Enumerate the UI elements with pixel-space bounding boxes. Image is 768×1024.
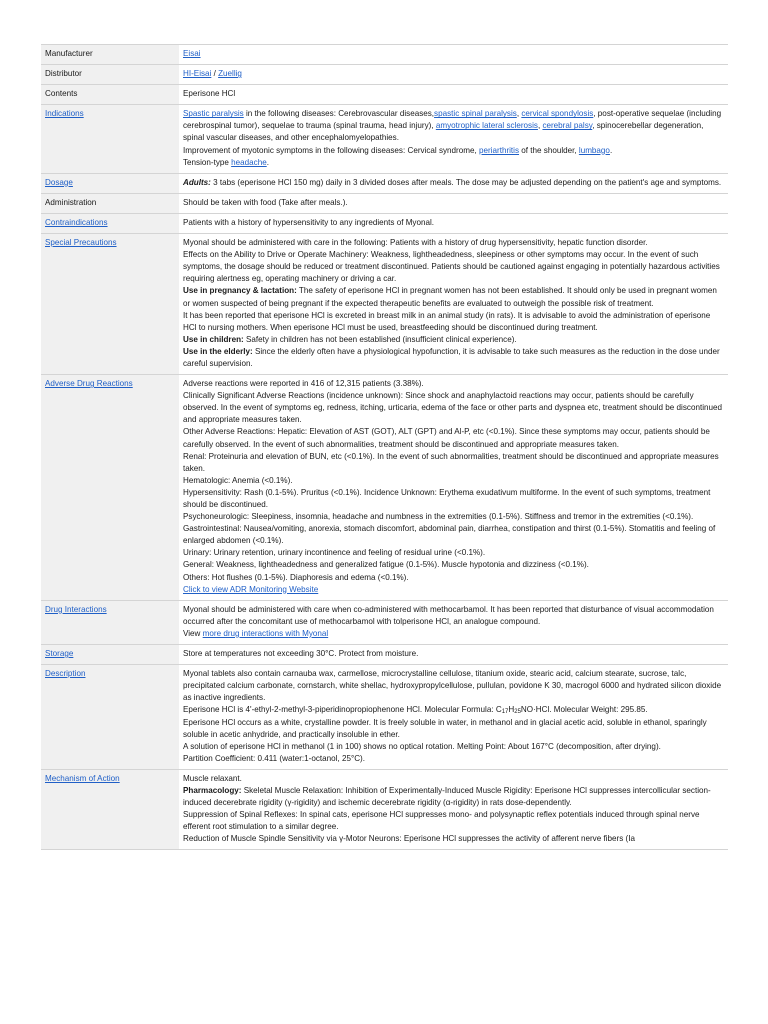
interactions-view-line: [183, 628, 724, 640]
row-value-dosage: [179, 173, 728, 193]
table-row: [41, 193, 728, 213]
table-row: [41, 85, 728, 105]
table-row: [41, 173, 728, 193]
indications-paragraph-1: [183, 108, 724, 144]
dosage-adults-label: Adults:: [183, 177, 211, 187]
dosage-link[interactable]: Dosage: [45, 177, 73, 187]
storage-link[interactable]: Storage: [45, 649, 74, 659]
row-label-mechanism: [41, 769, 179, 850]
formula-text: H: [508, 705, 515, 715]
description-link[interactable]: Description: [45, 669, 86, 679]
indication-text: Improvement of myotonic symptoms in the following diseases: Cervical syndrome,: [183, 145, 479, 155]
interactions-text: Myonal should be administered with care when co-administered with methocarbamol. It has been reported that disturbance of visual accommodation occurred after the concomitant use of methocarbamol with tolperisone HCl, an analogue compound.: [183, 604, 714, 626]
row-value-manufacturer: [179, 45, 728, 65]
view-prefix: View: [183, 628, 203, 638]
table-row: [41, 375, 728, 601]
pregnancy-heading: Use in pregnancy & lactation:: [183, 286, 297, 296]
indication-text: of the shoulder,: [519, 145, 579, 155]
mechanism-paragraph: Suppression of Spinal Reflexes: In spinal cats, eperisone HCl suppresses mono- and polysynaptic reflex potentials induced through spinal nerve efferent root stimulation to a similar degree.: [183, 810, 700, 832]
row-label-administration: Administration: [41, 193, 179, 213]
description-paragraph: Partition Coefficient: 0.411 (water:1-octanol, 25°C).: [183, 753, 365, 763]
row-value-description: [179, 665, 728, 770]
row-value-indications: [179, 105, 728, 173]
table-row: [41, 600, 728, 644]
precautions-paragraph: It has been reported that eperisone HCl is excreted in breast milk in an animal study (in rats). It is advisable to avoid the administration of eperisone HCl to nursing mothers. When eperisone HCl must be used, breastfeeding should be discontinued during treatment.: [183, 310, 711, 332]
drug-interactions-link[interactable]: Drug Interactions: [45, 604, 107, 614]
adverse-line: General: Weakness, lightheadedness and generalized fatigue (0.1-5%). Muscle hypotonia and dizziness (<0.1%).: [183, 560, 589, 570]
precautions-paragraph: [183, 334, 724, 346]
indication-link-spastic-spinal-paralysis[interactable]: spastic spinal paralysis: [434, 109, 517, 119]
adverse-line: Others: Hot flushes (0.1-5%). Diaphoresis and edema (<0.1%).: [183, 572, 409, 582]
row-label-manufacturer: Manufacturer: [41, 45, 179, 65]
row-label-contents: Contents: [41, 85, 179, 105]
indication-text: , spinocerebellar degeneration, spinal vascular diseases, and other encephalomyelopathies.: [183, 121, 704, 143]
row-label-drug-interactions: [41, 600, 179, 644]
row-label-storage: [41, 645, 179, 665]
indication-text: .: [266, 157, 269, 167]
description-paragraph: A solution of eperisone HCl in methanol (1 in 100) shows no optical rotation. Melting Point: About 167°C (decomposition, after drying).: [183, 741, 661, 751]
indication-link-periarthritis[interactable]: periarthritis: [479, 145, 520, 155]
indication-text: in the following diseases: Cerebrovascular diseases,: [243, 109, 435, 119]
precautions-paragraph: [183, 285, 724, 309]
row-label-distributor: Distributor: [41, 65, 179, 85]
adverse-line: Clinically Significant Adverse Reactions (incidence unknown): Since shock and anaphylactoid reactions may occur, patients should be carefully observed. In the event of symptoms eg, redness, itching, urticaria, edema of the face or other parts and dyspnea etc, treatment should be discontinued and appropriate measures taken.: [183, 391, 722, 425]
row-label-adverse-reactions: [41, 375, 179, 601]
adr-monitoring-link[interactable]: Click to view ADR Monitoring Website: [183, 584, 319, 594]
table-row: [41, 665, 728, 770]
table-row: [41, 65, 728, 85]
row-value-contraindications: Patients with a history of hypersensitivity to any ingredients of Myonal.: [179, 213, 728, 233]
table-row: [41, 213, 728, 233]
table-row: [41, 234, 728, 375]
indication-link-als[interactable]: amyotrophic lateral sclerosis: [435, 121, 538, 131]
row-value-distributor: [179, 65, 728, 85]
indication-text: ,: [537, 121, 543, 131]
adverse-line: Hypersensitivity: Rash (0.1-5%). Pruritus (<0.1%). Incidence Unknown: Erythema exudativum multiforme. In the event of such symptoms, treatment should be discontinued.: [183, 487, 711, 509]
pharmacology-text: Skeletal Muscle Relaxation: Inhibition of Experimentally-Induced Muscle Rigidity: Eperisone HCl suppresses intercollicular section-induced decerebrate rigidity (γ-rigidity) and ischemic decerebrate rigidity (α-rigidity) in rats dose-dependently.: [183, 785, 711, 808]
mechanism-link[interactable]: Mechanism of Action: [45, 773, 120, 783]
adverse-line: Adverse reactions were reported in 416 of 12,315 patients (3.38%).: [183, 379, 424, 389]
row-value-administration: Should be taken with food (Take after meals.).: [179, 193, 728, 213]
row-label-dosage: [41, 173, 179, 193]
indication-link-spastic-paralysis[interactable]: Spastic paralysis: [183, 109, 244, 119]
description-paragraph: Myonal tablets also contain carnauba wax, carmellose, microcrystalline cellulose, titanium oxide, stearic acid, calcium stearate, sucrose, talc, precipitated calcium carbonate, cornstarch, white shellac, hydroxypropylcellulose, pullulan, povidone K 30, macrogol 6000 and hydrated silicon dioxide as inactive ingredients.: [183, 669, 722, 703]
distributor-link-hi-eisai[interactable]: HI-Eisai: [183, 69, 212, 79]
indication-text: .: [609, 145, 613, 155]
adverse-line: Renal: Proteinuria and elevation of BUN, etc (<0.1%). In the event of such abnormalities, treatment should be discontinued and appropriate measures taken.: [183, 451, 719, 473]
formula-text: NO·HCl. Molecular Weight: 295.85.: [520, 705, 648, 715]
manufacturer-link[interactable]: Eisai: [183, 49, 201, 58]
children-text: Safety in children has not been established (insufficient clinical experience).: [243, 334, 517, 344]
elderly-heading: Use in the elderly:: [183, 346, 253, 356]
precautions-paragraph: Myonal should be administered with care in the following: Patients with a history of drug hypersensitivity, hepatic function disorder.: [183, 238, 648, 248]
formula-subscript: 17: [501, 709, 509, 716]
indication-text: ,: [516, 109, 522, 119]
mechanism-paragraph: Muscle relaxant.: [183, 773, 242, 783]
adverse-line: Urinary: Urinary retention, urinary incontinence and feeling of residual urine (<0.1%).: [183, 548, 486, 558]
table-row: [41, 769, 728, 850]
row-value-mechanism: [179, 769, 728, 850]
indication-link-cervical-spondylosis[interactable]: cervical spondylosis: [521, 109, 594, 119]
contraindications-link[interactable]: Contraindications: [45, 217, 108, 227]
more-interactions-link[interactable]: more drug interactions with Myonal: [202, 628, 329, 638]
row-label-special-precautions: [41, 234, 179, 375]
indication-link-lumbago[interactable]: lumbago: [578, 145, 610, 155]
indications-paragraph-3: [183, 157, 724, 169]
special-precautions-link[interactable]: Special Precautions: [45, 238, 117, 248]
indication-text: , post-operative sequelae (including cerebrospinal tumor), sequelae to trauma (spinal trauma, head injury),: [183, 109, 722, 131]
pregnancy-text: The safety of eperisone HCl in pregnant women has not been established. It should only be used in pregnant women or women suspected of being pregnant if the expected therapeutic benefits are evaluated to outweigh the possible risk of treatment.: [183, 286, 717, 308]
adverse-line: Gastrointestinal: Nausea/vomiting, anorexia, stomach discomfort, abdominal pain, diarrhea, constipation and thirst (0.1-5%). Stomatitis and feeling of enlarged abdomen (<0.1%).: [183, 524, 716, 546]
row-label-contraindications: [41, 213, 179, 233]
row-value-contents: Eperisone HCl: [179, 85, 728, 105]
table-row: [41, 105, 728, 173]
row-label-description: [41, 665, 179, 770]
distributor-separator: /: [211, 69, 219, 79]
pharmacology-heading: Pharmacology:: [183, 785, 242, 795]
drug-info-table: [41, 44, 728, 850]
row-label-indications: [41, 105, 179, 173]
formula-subscript: 25: [514, 709, 521, 716]
row-value-drug-interactions: [179, 600, 728, 644]
indications-link[interactable]: Indications: [45, 109, 84, 119]
elderly-text: Since the elderly often have a physiological hypofunction, it is advisable to take such measures as the reduction in the dose under careful supervision.: [183, 346, 720, 368]
adverse-line: Psychoneurologic: Sleepiness, insomnia, headache and numbness in the extremities (0.1-5%). Stiffness and tremor in the extremities (<0.1%).: [183, 512, 694, 522]
indication-link-cerebral-palsy[interactable]: cerebral palsy: [542, 121, 593, 131]
indication-text: Tension-type: [183, 157, 232, 167]
table-row: [41, 645, 728, 665]
indications-paragraph-2: [183, 145, 724, 157]
formula-text: Eperisone HCl is 4'-ethyl-2-methyl-3-piperidinopropiophenone HCl. Molecular Formula: C: [183, 705, 502, 715]
dosage-text: 3 tabs (eperisone HCl 150 mg) daily in 3 divided doses after meals. The dose may be adjusted depending on the patient's age and symptoms.: [210, 177, 722, 187]
description-paragraph: [183, 704, 724, 716]
adverse-line: Hematologic: Anemia (<0.1%).: [183, 475, 293, 485]
precautions-paragraph: [183, 346, 724, 370]
adverse-reactions-link[interactable]: Adverse Drug Reactions: [45, 379, 133, 389]
indication-link-headache[interactable]: headache: [231, 157, 267, 167]
description-paragraph: Eperisone HCl occurs as a white, crystalline powder. It is freely soluble in water, in methanol and in glacial acetic acid, soluble in ethanol, sparingly soluble in acetic anhydride, and practically insoluble in ether.: [183, 717, 707, 739]
adverse-line: Other Adverse Reactions: Hepatic: Elevation of AST (GOT), ALT (GPT) and Al-P, etc (<0.1%). Since these symptoms may occur, patients should be carefully observed. In the event of such abnormalities, treatment should be discontinued and appropriate measures taken.: [183, 427, 710, 449]
distributor-link-zuellig[interactable]: Zuellig: [218, 69, 242, 79]
row-value-storage: Store at temperatures not exceeding 30°C. Protect from moisture.: [179, 645, 728, 665]
table-row: [41, 45, 728, 65]
mechanism-paragraph: Reduction of Muscle Spindle Sensitivity via γ-Motor Neurons: Eperisone HCl suppresses the activity of afferent nerve fibers (Ia: [183, 834, 635, 844]
precautions-paragraph: Effects on the Ability to Drive or Operate Machinery: Weakness, lightheadedness, sleepiness or other symptoms may occur. In the event of such symptoms, the dosage should be reduced or treatment discontinued. Patients should be cautioned against engaging in potentially hazardous activities requiring alertness eg, operating machinery or driving a car.: [183, 250, 720, 284]
row-value-special-precautions: [179, 234, 728, 375]
children-heading: Use in children:: [183, 334, 244, 344]
row-value-adverse-reactions: [179, 375, 728, 601]
mechanism-paragraph: [183, 785, 724, 809]
